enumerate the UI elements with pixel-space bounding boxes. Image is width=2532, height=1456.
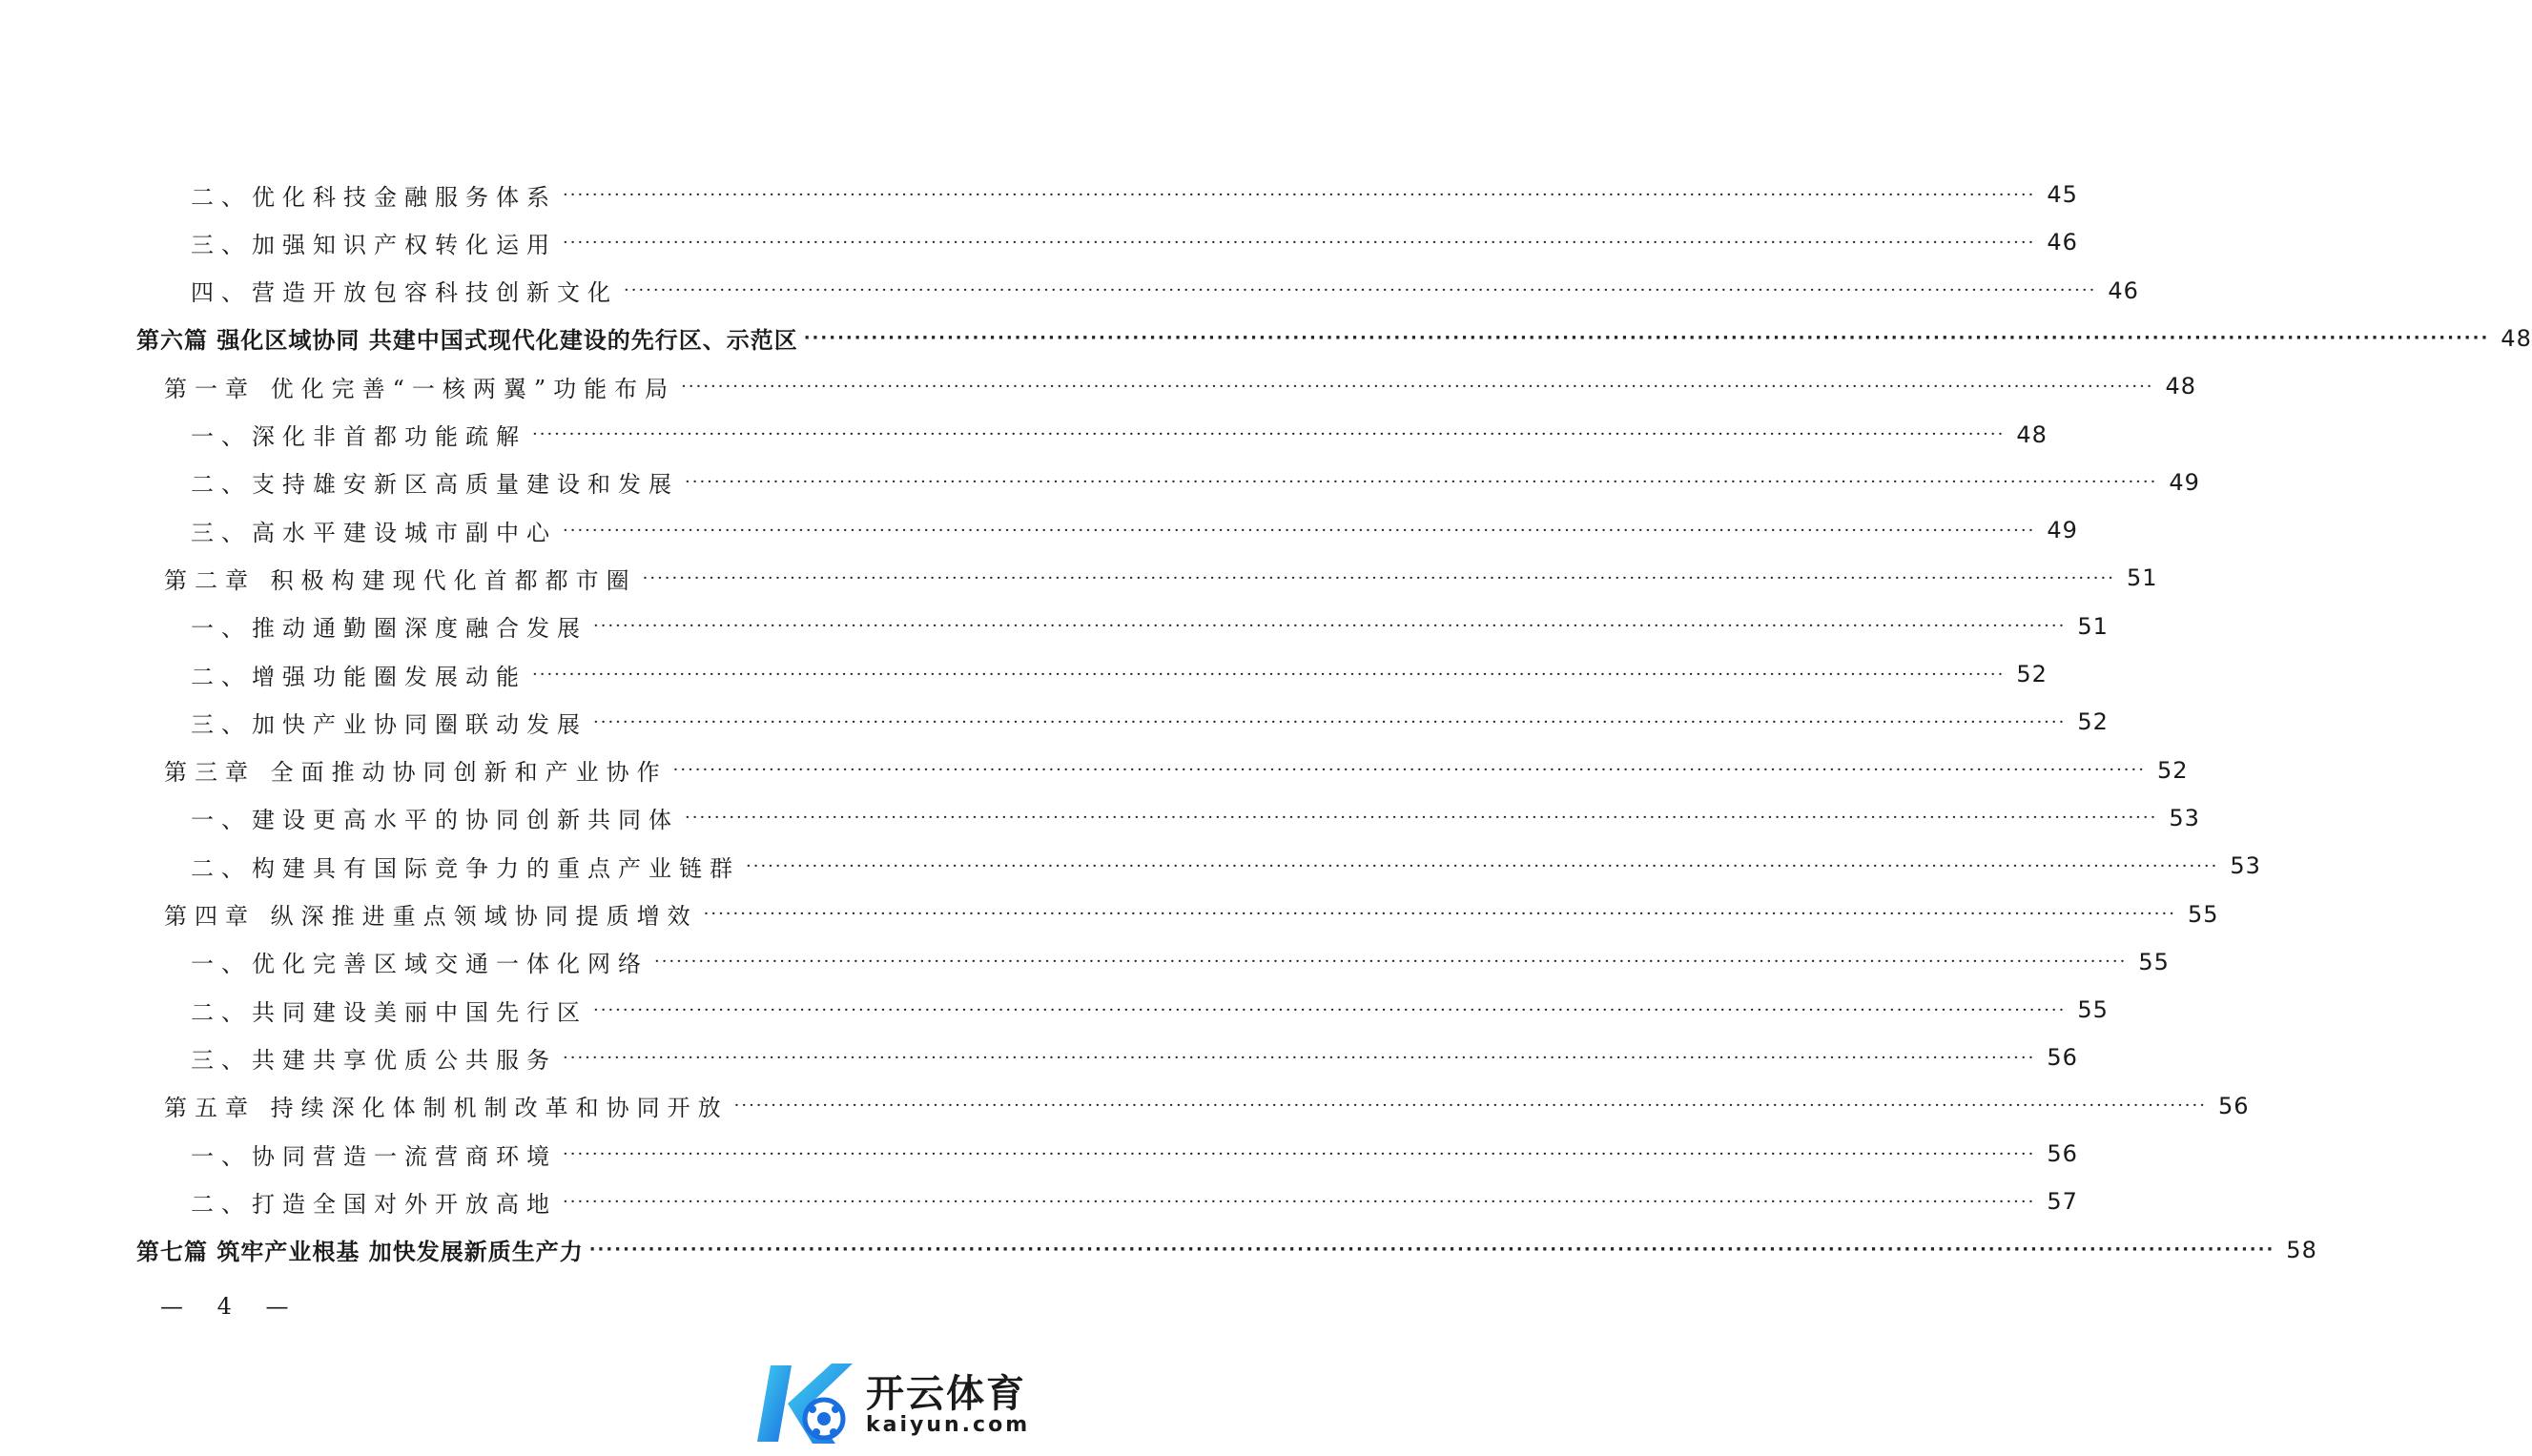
toc-item[interactable] bbox=[191, 943, 2170, 981]
toc-page-number: 46 bbox=[2108, 277, 2139, 304]
toc-entry-title: 第三章 全面推动协同创新和产业协作 bbox=[164, 759, 668, 787]
toc-leader-dots: ········································································································································································································ bbox=[593, 616, 2067, 637]
toc-page-number: 45 bbox=[2047, 181, 2078, 208]
toc-leader-dots: ········································································································································································································ bbox=[803, 328, 2490, 349]
toc-leader-dots: ········································································································································································································ bbox=[532, 424, 2006, 444]
toc-leader-dots: ········································································································································································································ bbox=[672, 760, 2146, 781]
toc-item[interactable] bbox=[191, 1182, 2078, 1220]
toc-leader-dots: ········································································································································································································ bbox=[593, 999, 2067, 1020]
toc-leader-dots: ········································································································································································································ bbox=[654, 952, 2128, 973]
toc-chapter[interactable] bbox=[164, 367, 2197, 405]
toc-leader-dots: ········································································································································································································ bbox=[563, 1143, 2036, 1164]
toc-entry-title: 第四章 纵深推进重点领域协同提质增效 bbox=[164, 903, 698, 930]
toc-page-number: 49 bbox=[2047, 517, 2078, 544]
toc-page-number: 49 bbox=[2169, 468, 2200, 496]
toc-entry-title: 二、打造全国对外开放高地 bbox=[191, 1190, 557, 1218]
toc-item[interactable] bbox=[191, 607, 2109, 646]
toc-leader-dots: ········································································································································································································ bbox=[681, 376, 2154, 397]
toc-item[interactable] bbox=[191, 511, 2078, 549]
toc-leader-dots: ········································································································································································································ bbox=[642, 567, 2115, 588]
toc-chapter[interactable] bbox=[164, 751, 2189, 790]
toc-leader-dots: ········································································································································································································ bbox=[588, 1240, 2275, 1261]
toc-entry-title: 二、增强功能圈发展动能 bbox=[191, 663, 526, 690]
toc-leader-dots: ········································································································································································································ bbox=[746, 855, 2219, 876]
toc-item[interactable] bbox=[191, 847, 2261, 885]
toc-section[interactable] bbox=[136, 319, 2532, 358]
toc-item[interactable] bbox=[191, 703, 2109, 741]
toc-entry-title: 二、优化科技金融服务体系 bbox=[191, 183, 557, 211]
toc-entry-title: 一、协同营造一流营商环境 bbox=[191, 1142, 557, 1170]
toc-page-number: 57 bbox=[2047, 1188, 2078, 1216]
toc-page-number: 48 bbox=[2165, 373, 2197, 400]
toc-chapter[interactable] bbox=[164, 895, 2219, 933]
toc-entry-title: 二、共同建设美丽中国先行区 bbox=[191, 998, 587, 1026]
toc-page-number: 55 bbox=[2187, 900, 2219, 928]
toc-entry-title: 第一章 优化完善“一核两翼”功能布局 bbox=[164, 375, 676, 402]
toc-page-number: 53 bbox=[2230, 852, 2261, 880]
toc-entry-title: 一、建设更高水平的协同创新共同体 bbox=[191, 807, 679, 834]
toc-page-number: 48 bbox=[2016, 420, 2048, 448]
toc-entry-title: 一、优化完善区域交通一体化网络 bbox=[191, 951, 648, 978]
toc-entry-title: 一、深化非首都功能疏解 bbox=[191, 423, 526, 450]
toc-entry-title: 二、构建具有国际竞争力的重点产业链群 bbox=[191, 854, 740, 882]
toc-page-number: 53 bbox=[2169, 804, 2200, 831]
toc-chapter[interactable] bbox=[164, 1087, 2250, 1125]
toc-item[interactable] bbox=[191, 272, 2139, 310]
page-number: — 4 — bbox=[160, 1293, 302, 1320]
toc-page-number: 48 bbox=[2501, 324, 2532, 352]
toc-item[interactable] bbox=[191, 463, 2200, 502]
toc-entry-title: 四、营造开放包容科技创新文化 bbox=[191, 279, 618, 307]
toc-page-number: 52 bbox=[2016, 661, 2048, 687]
toc-leader-dots: ········································································································································································································ bbox=[685, 472, 2158, 493]
brand-name-cn: 开云体育 bbox=[866, 1372, 1026, 1416]
toc-leader-dots: ········································································································································································································ bbox=[563, 1047, 2036, 1068]
toc-item[interactable] bbox=[191, 799, 2200, 837]
toc-item[interactable] bbox=[191, 223, 2078, 261]
toc-page-number: 51 bbox=[2126, 564, 2158, 592]
brand-name-en: kaiyun.com bbox=[866, 1413, 1031, 1437]
toc-page-number: 56 bbox=[2217, 1092, 2250, 1119]
toc-item[interactable] bbox=[191, 991, 2109, 1029]
toc-entry-title: 三、加强知识产权转化运用 bbox=[191, 231, 557, 258]
toc-item[interactable] bbox=[191, 416, 2048, 454]
toc-item[interactable] bbox=[191, 1038, 2078, 1077]
toc-page-number: 58 bbox=[2286, 1236, 2317, 1263]
toc-page-number: 55 bbox=[2138, 948, 2170, 975]
toc-page-number: 51 bbox=[2077, 612, 2109, 640]
toc-entry-title: 第二章 积极构建现代化首都都市圈 bbox=[164, 566, 637, 594]
toc-page-number: 52 bbox=[2077, 708, 2109, 736]
toc-page-number: 46 bbox=[2047, 229, 2078, 256]
toc-entry-title: 三、共建共享优质公共服务 bbox=[191, 1046, 557, 1074]
brand-logo bbox=[753, 1356, 1030, 1451]
toc-entry-title: 第六篇 强化区域协同 共建中国式现代化建设的先行区、示范区 bbox=[136, 327, 798, 355]
toc-leader-dots: ········································································································································································································ bbox=[733, 1096, 2207, 1117]
toc-entry-title: 一、推动通勤圈深度融合发展 bbox=[191, 615, 587, 643]
toc-leader-dots: ········································································································································································································ bbox=[593, 711, 2067, 732]
toc-page-number: 55 bbox=[2077, 996, 2109, 1024]
toc-chapter[interactable] bbox=[164, 559, 2158, 597]
toc-item[interactable] bbox=[191, 175, 2078, 214]
toc-entry-title: 三、加快产业协同圈联动发展 bbox=[191, 710, 587, 738]
toc-page-number: 52 bbox=[2156, 756, 2189, 784]
toc-entry-title: 第七篇 筑牢产业根基 加快发展新质生产力 bbox=[136, 1239, 584, 1266]
toc-item[interactable] bbox=[191, 1135, 2078, 1173]
toc-item[interactable] bbox=[191, 655, 2048, 693]
toc-leader-dots: ········································································································································································································ bbox=[563, 232, 2036, 253]
toc-page-number: 56 bbox=[2047, 1044, 2078, 1072]
k-ball-logo-icon bbox=[753, 1356, 863, 1451]
toc-leader-dots: ········································································································································································································ bbox=[703, 904, 2176, 924]
toc-leader-dots: ········································································································································································································ bbox=[685, 808, 2158, 829]
toc-leader-dots: ········································································································································································································ bbox=[563, 1191, 2036, 1212]
toc-section[interactable] bbox=[136, 1231, 2317, 1269]
toc-entry-title: 第五章 持续深化体制机制改革和协同开放 bbox=[164, 1095, 729, 1122]
toc-leader-dots: ········································································································································································································ bbox=[624, 280, 2097, 301]
toc-entry-title: 三、高水平建设城市副中心 bbox=[191, 519, 557, 546]
toc-leader-dots: ········································································································································································································ bbox=[532, 664, 2006, 685]
toc-page-number: 56 bbox=[2047, 1140, 2078, 1167]
toc-leader-dots: ········································································································································································································ bbox=[563, 184, 2036, 205]
toc-entry-title: 二、支持雄安新区高质量建设和发展 bbox=[191, 471, 679, 499]
toc-leader-dots: ········································································································································································································ bbox=[563, 520, 2036, 541]
